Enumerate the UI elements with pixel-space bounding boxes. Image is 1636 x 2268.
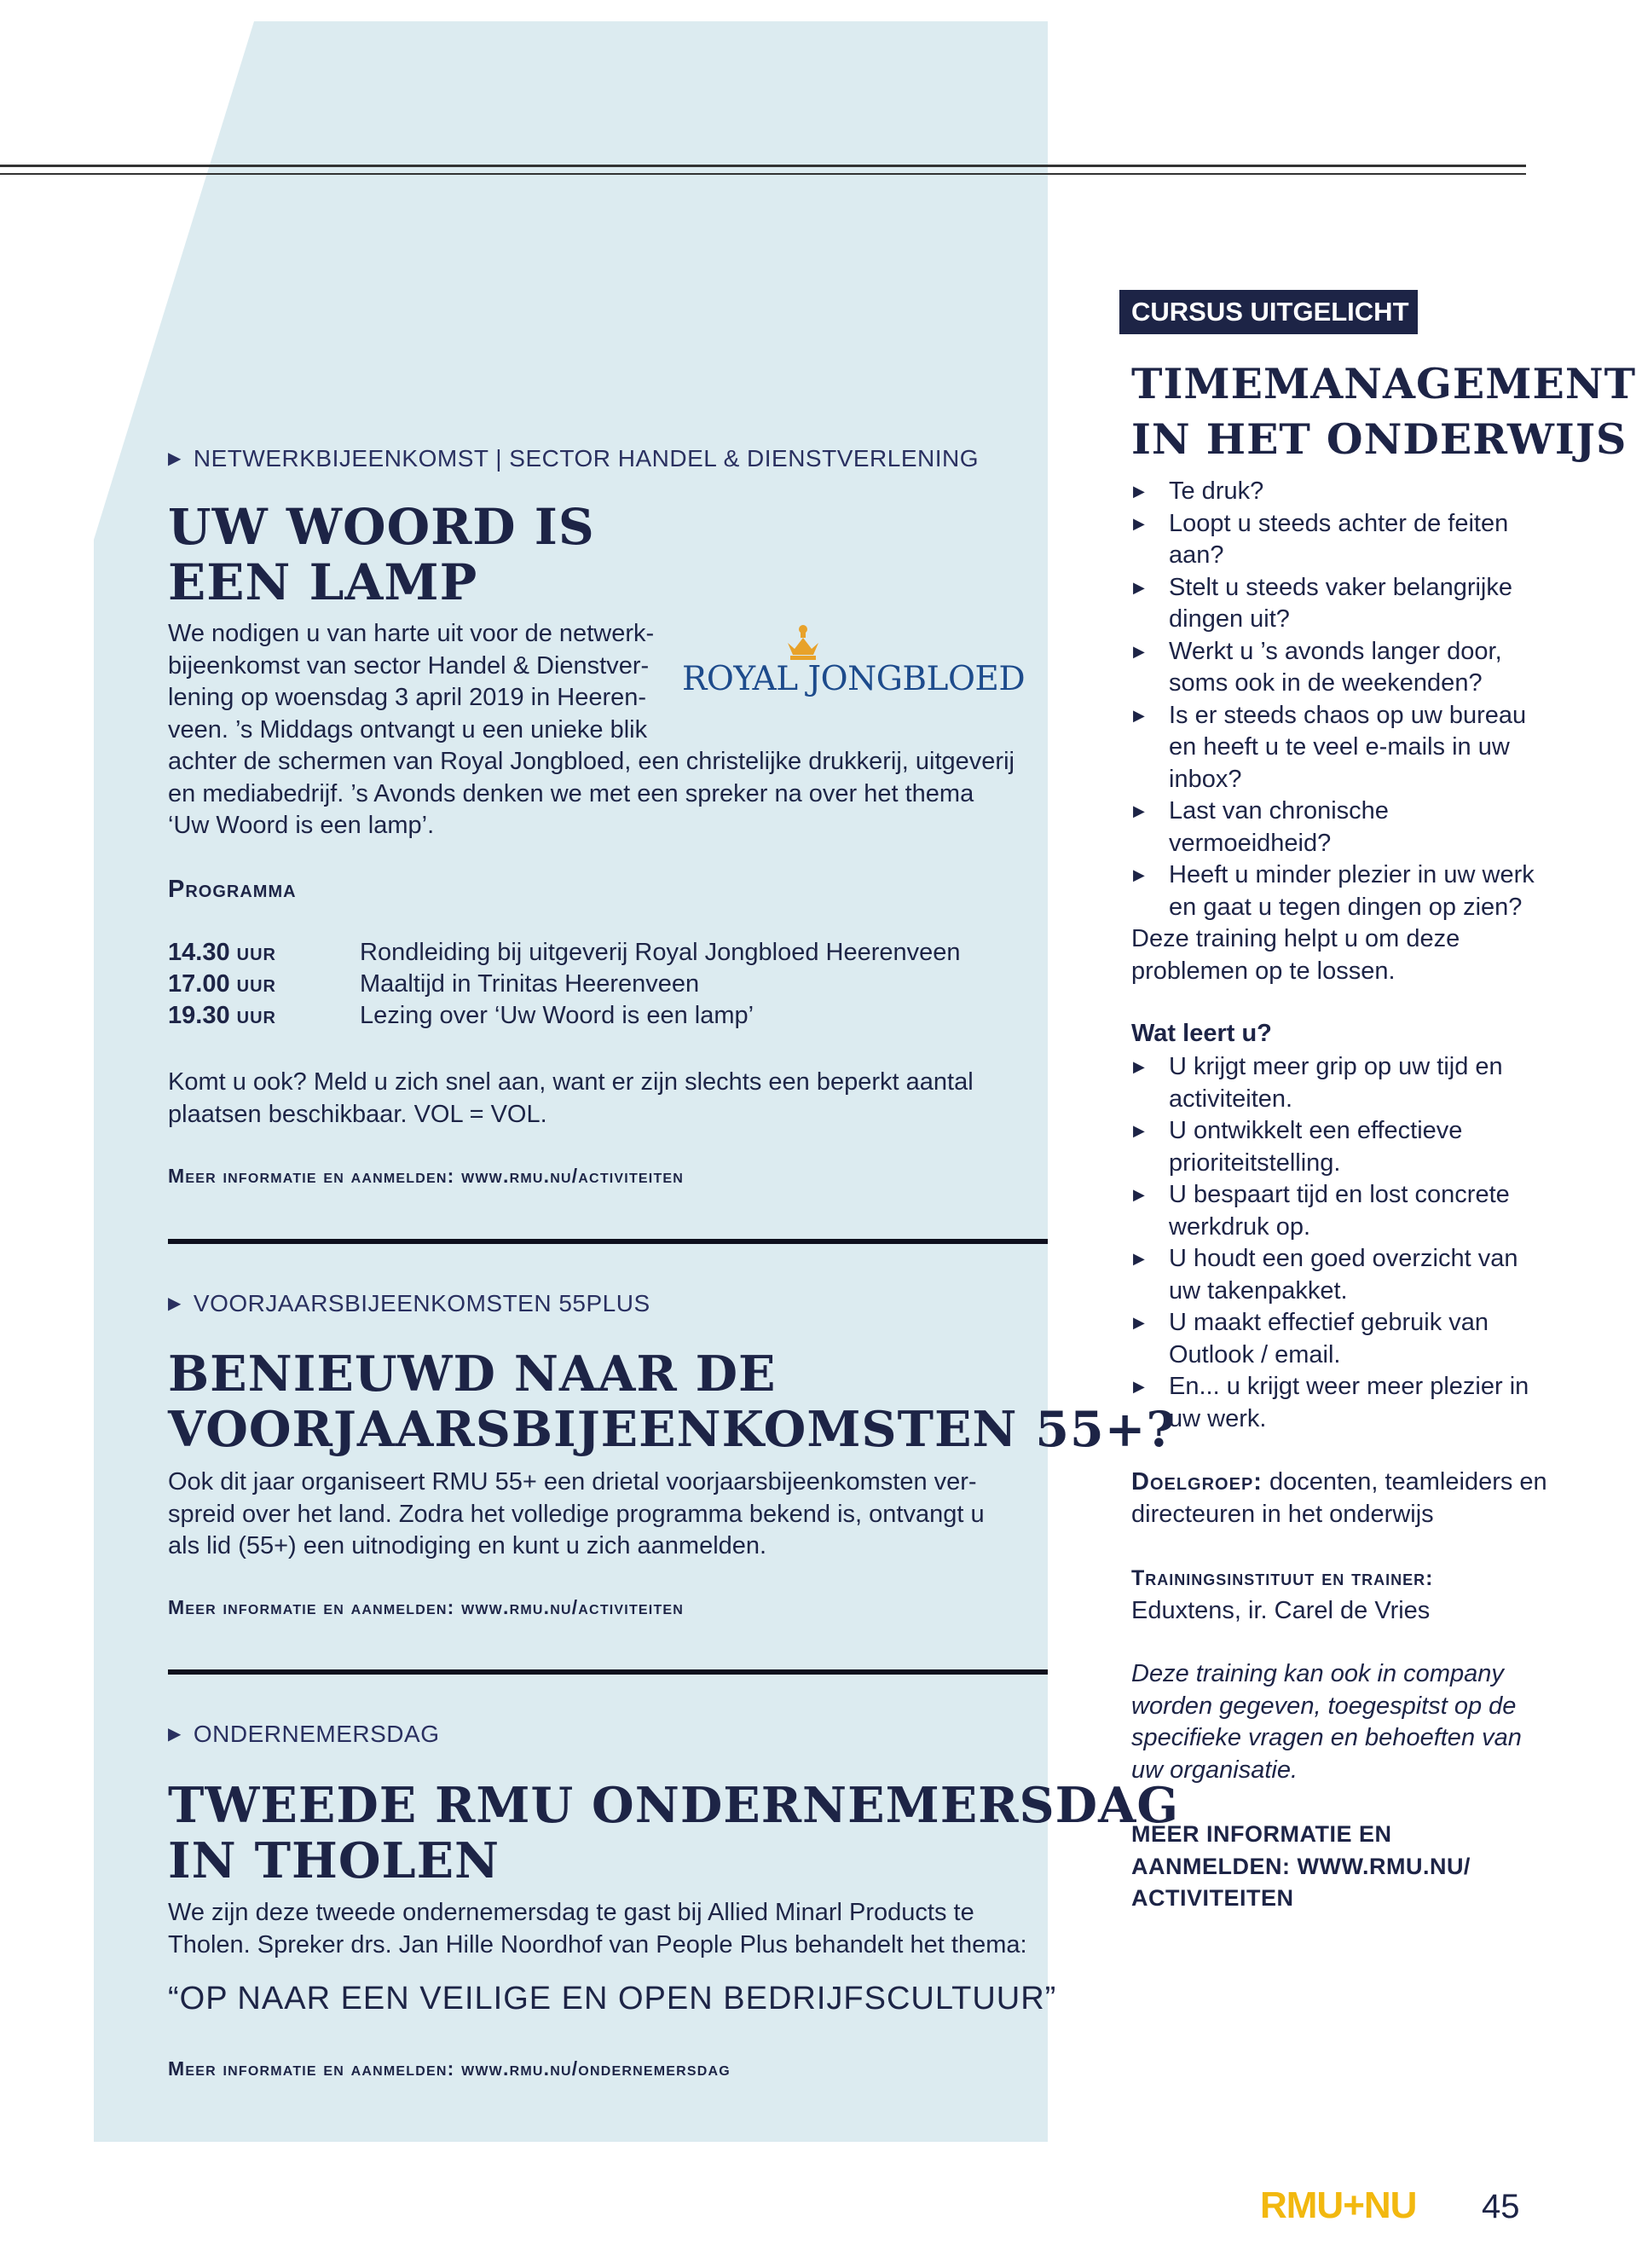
logo-plus-icon: + bbox=[1343, 2184, 1364, 2226]
list-item: ▶ En... u krijgt weer meer plezier in uw werk. bbox=[1131, 1371, 1558, 1435]
sidebar-more-link[interactable]: MEER INFORMATIE EN AANMELDEN: WWW.RMU.NU/ ACTIVITEITEN bbox=[1131, 1821, 1471, 1911]
program-row: 14.30 uur Rondleiding bij uitgeverij Royal Jongbloed Heerenveen bbox=[168, 939, 961, 966]
article3-kicker: ▶ ONDERNEMERSDAG bbox=[168, 1721, 440, 1747]
article1-outro: Komt u ook? Meld u zich snel aan, want er zijn slechts een beperkt aantal plaatsen beschikbaar. VOL = VOL. bbox=[168, 1068, 974, 1128]
article3-body: We zijn deze tweede ondernemersdag te gast bij Allied Minarl Products te Tholen. Spreker drs. Jan Hille Noordhof van People Plus behandelt het thema: bbox=[168, 1899, 1027, 1958]
article2-body: Ook dit jaar organiseert RMU 55+ een drietal voorjaarsbijeenkomsten ver- spreid over het land. Zodra het volledige programma bekend is, ontvangt u als lid (55+) een uitnodiging en kunt u zich aanmelden. bbox=[168, 1468, 985, 1559]
section-divider bbox=[168, 1669, 1048, 1675]
article1-title: UW WOORD IS EEN LAMP bbox=[168, 498, 595, 611]
trainer: Trainingsinstituut en trainer: Eduxtens, ir. Carel de Vries bbox=[1131, 1566, 1434, 1624]
incompany-note: Deze training kan ook in company worden gegeven, toegespitst op de specifieke vragen en behoeften van uw organisatie. bbox=[1131, 1660, 1522, 1784]
list-item: ▶ Stelt u steeds vaker belangrijke dingen uit? bbox=[1131, 572, 1558, 636]
triangle-bullet-icon: ▶ bbox=[168, 1725, 182, 1744]
list-item: ▶ U houdt een goed overzicht van uw takenpakket. bbox=[1131, 1243, 1558, 1307]
list-item: ▶ Heeft u minder plezier in uw werk en gaat u tegen dingen op zien? bbox=[1131, 859, 1558, 923]
learn-heading: Wat leert u? bbox=[1131, 1020, 1272, 1047]
article1-body: We nodigen u van harte uit voor de netwerk- bijeenkomst van sector Handel & Dienstver- lening op woensdag 3 april 2019 in Heeren- veen. ’s Middags ontvangt u een unieke blik achter de schermen van Royal Jongbloed, een christelijke drukkerij, uitgeverij en mediabedrijf. ’s Avonds denken we met een spreker na over het thema ‘Uw Woord is een lamp’. bbox=[168, 620, 1015, 839]
top-rule-thin bbox=[0, 173, 1526, 175]
program-row: 19.30 uur Lezing over ‘Uw Woord is een lamp’ bbox=[168, 1002, 754, 1029]
cursus-badge: CURSUS UITGELICHT bbox=[1119, 290, 1418, 334]
section-divider bbox=[168, 1239, 1048, 1244]
article3-quote: “OP NAAR EEN VEILIGE EN OPEN BEDRIJFSCULTUUR” bbox=[168, 1981, 1057, 2016]
list-item: ▶ U ontwikkelt een effectieve prioriteitstelling. bbox=[1131, 1115, 1558, 1179]
top-rule bbox=[0, 165, 1526, 167]
logo-wordmark: ROYAL JONGBLOED bbox=[682, 660, 1026, 698]
list-item: ▶ U maakt effectief gebruik van Outlook / email. bbox=[1131, 1307, 1558, 1371]
page-number: 45 bbox=[1482, 2188, 1520, 2225]
list-item: ▶ Is er steeds chaos op uw bureau en heeft u te veel e-mails in uw inbox? bbox=[1131, 700, 1558, 796]
triangle-bullet-icon: ▶ bbox=[168, 449, 182, 468]
triangle-bullet-icon: ▶ bbox=[168, 1294, 182, 1313]
sidebar-title: TIMEMANAGEMENT IN HET ONDERWIJS bbox=[1131, 359, 1636, 464]
article1-kicker: ▶ NETWERKBIJEENKOMST | SECTOR HANDEL & DIENSTVERLENING bbox=[168, 445, 980, 472]
doelgroep: Doelgroep: docenten, teamleiders en directeuren in het onderwijs bbox=[1131, 1468, 1547, 1528]
question-list bbox=[1131, 476, 1558, 923]
list-item: ▶ Loopt u steeds achter de feiten aan? bbox=[1131, 508, 1558, 572]
royal-jongbloed-logo bbox=[682, 624, 1026, 701]
list-item: ▶ Last van chronische vermoeidheid? bbox=[1131, 796, 1558, 859]
program-row: 17.00 uur Maaltijd in Trinitas Heerenveen bbox=[168, 970, 700, 998]
article1-more-link[interactable]: Meer informatie en aanmelden: www.rmu.nu/activiteiten bbox=[168, 1165, 685, 1187]
rmu-nu-logo: RMU+NU bbox=[1260, 2184, 1417, 2226]
sidebar-intro: Deze training helpt u om deze problemen op te lossen. bbox=[1131, 925, 1460, 985]
list-item: ▶ U bespaart tijd en lost concrete werkdruk op. bbox=[1131, 1179, 1558, 1243]
learn-list bbox=[1131, 1051, 1558, 1435]
programma-label: Programma bbox=[168, 876, 297, 903]
list-item: ▶ Werkt u ’s avonds langer door, soms ook in de weekenden? bbox=[1131, 636, 1558, 700]
article2-title: BENIEUWD NAAR DE VOORJAARSBIJEENKOMSTEN 55+? bbox=[168, 1345, 1176, 1458]
list-item: ▶ Te druk? bbox=[1131, 476, 1558, 508]
article3-more-link[interactable]: Meer informatie en aanmelden: www.rmu.nu/ondernemersdag bbox=[168, 2057, 731, 2080]
list-item: ▶ U krijgt meer grip op uw tijd en activiteiten. bbox=[1131, 1051, 1558, 1115]
article2-more-link[interactable]: Meer informatie en aanmelden: www.rmu.nu/activiteiten bbox=[168, 1596, 685, 1618]
article2-kicker: ▶ VOORJAARSBIJEENKOMSTEN 55PLUS bbox=[168, 1290, 650, 1316]
article3-title: TWEEDE RMU ONDERNEMERSDAG IN THOLEN bbox=[168, 1777, 1180, 1889]
